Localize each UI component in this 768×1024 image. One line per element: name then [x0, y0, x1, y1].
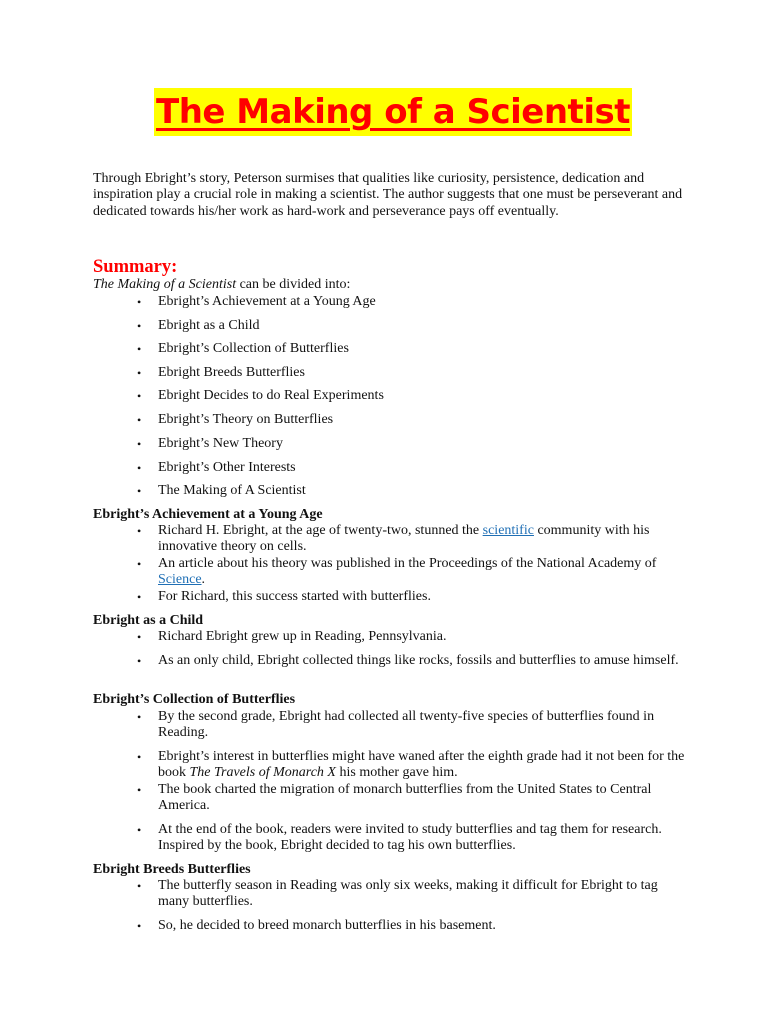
list-item: • Richard H. Ebright, at the age of twenty-two, stunned the scientific community with his innovative theory on cells.	[137, 523, 650, 555]
bullet-icon: •	[137, 654, 142, 668]
page-title: The Making of a Scientist	[154, 88, 632, 136]
list-item: • An article about his theory was published in the Proceedings of the National Academy of Science.	[137, 556, 657, 588]
bullet-icon: •	[137, 710, 142, 724]
list-item: • As an only child, Ebright collected things like rocks, fossils and butterflies to amuse himself.	[137, 653, 679, 668]
list-item: • Ebright’s interest in butterflies might have waned after the eighth grade had it not been for the book The Travels of Monarch X his mother gave him.	[137, 749, 685, 781]
list-item: • By the second grade, Ebright had collected all twenty-five species of butterflies found in Reading.	[137, 709, 655, 741]
summary-item: • Ebright’s New Theory	[137, 436, 283, 451]
bullet-icon: •	[137, 319, 142, 333]
summary-item: • Ebright’s Collection of Butterflies	[137, 341, 349, 356]
bullet-icon: •	[137, 879, 142, 893]
intro-paragraph: Through Ebright’s story, Peterson surmises that qualities like curiosity, persistence, dedication and inspiration play a crucial role in making a scientist. The author suggests that one must be perseverant and dedicated towards his/her work as hard-work and perseverance pays off eventually.	[93, 171, 683, 219]
bullet-icon: •	[137, 590, 142, 604]
bullet-icon: •	[137, 437, 142, 451]
summary-item: • Ebright’s Achievement at a Young Age	[137, 294, 376, 309]
section-heading-achievement: Ebright’s Achievement at a Young Age	[93, 507, 323, 522]
scientific-link[interactable]: scientific	[482, 523, 534, 538]
bullet-icon: •	[137, 342, 142, 356]
summary-item: • Ebright Decides to do Real Experiments	[137, 388, 384, 403]
science-link[interactable]: Science	[158, 572, 202, 588]
bullet-icon: •	[137, 557, 142, 571]
bullet-icon: •	[137, 295, 142, 309]
list-item: • Richard Ebright grew up in Reading, Pennsylvania.	[137, 629, 447, 644]
list-item: • So, he decided to breed monarch butterflies in his basement.	[137, 918, 496, 933]
section-heading-collection: Ebright’s Collection of Butterflies	[93, 692, 296, 707]
bullet-icon: •	[137, 389, 142, 403]
summary-heading: Summary:	[93, 257, 178, 277]
title-block	[93, 88, 693, 136]
bullet-icon: •	[137, 630, 142, 644]
summary-lead-text: can be divided into:	[236, 277, 351, 292]
bullet-icon: •	[137, 484, 142, 498]
summary-item: • Ebright Breeds Butterflies	[137, 365, 305, 380]
bullet-icon: •	[137, 750, 142, 764]
section-heading-child: Ebright as a Child	[93, 613, 204, 628]
list-item: • The butterfly season in Reading was only six weeks, making it difficult for Ebright to tag many butterflies.	[137, 878, 658, 910]
summary-lead	[93, 277, 350, 293]
summary-item: • Ebright’s Theory on Butterflies	[137, 412, 334, 427]
summary-item: • Ebright’s Other Interests	[137, 460, 296, 475]
bullet-icon: •	[137, 783, 142, 797]
bullet-icon: •	[137, 413, 142, 427]
list-item: • The book charted the migration of monarch butterflies from the United States to Central America.	[137, 782, 652, 814]
bullet-icon: •	[137, 823, 142, 837]
bullet-icon: •	[137, 461, 142, 475]
summary-item: • Ebright as a Child	[137, 318, 260, 333]
list-item: • For Richard, this success started with butterflies.	[137, 589, 431, 604]
bullet-icon: •	[137, 366, 142, 380]
summary-item: • The Making of A Scientist	[137, 483, 306, 498]
book-title: The Travels of Monarch X	[189, 765, 336, 781]
section-heading-breeds: Ebright Breeds Butterflies	[93, 862, 251, 877]
bullet-icon: •	[137, 524, 142, 538]
list-item: • At the end of the book, readers were invited to study butterflies and tag them for research. Inspired by the book, Ebright decided to tag his own butterflies.	[137, 822, 662, 854]
bullet-icon: •	[137, 919, 142, 933]
summary-lead-title: The Making of a Scientist	[93, 277, 237, 292]
